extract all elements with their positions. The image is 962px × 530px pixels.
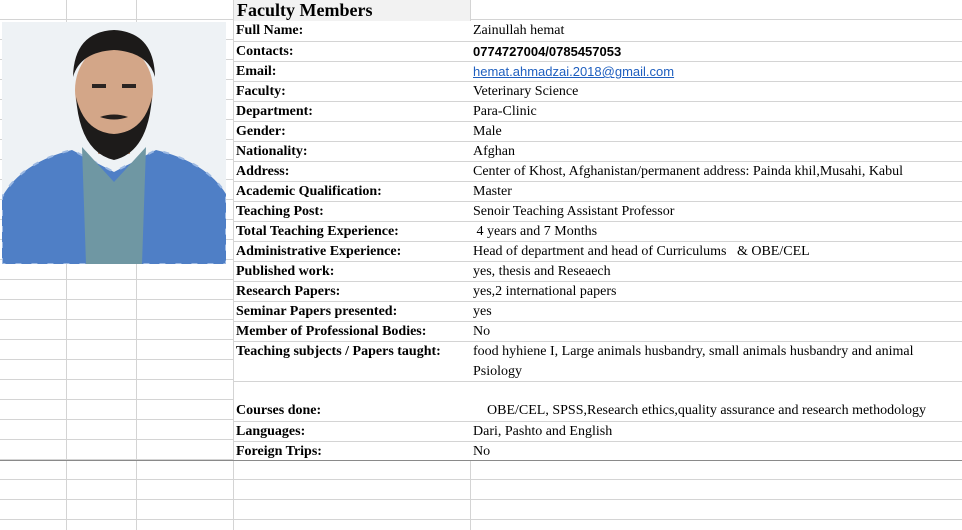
table-row-email[interactable] [234,62,962,82]
table-row-administrative-experience[interactable] [234,242,962,262]
row-label: Languages: [236,424,306,439]
table-row-contacts[interactable] [234,42,962,62]
row-label: Seminar Papers presented: [236,304,398,319]
table-row-courses-done[interactable] [234,382,962,422]
row-label: Teaching Post: [236,204,324,219]
row-value: Afghan [473,144,515,159]
row-value: Center of Khost, Afghanistan/permanent address: Painda khil,Musahi, Kabul [473,164,904,179]
row-value: Senoir Teaching Assistant Professor [473,204,675,219]
table-row-faculty[interactable] [234,82,962,102]
row-label: Published work: [236,264,335,279]
row-value: Male [473,124,502,139]
row-label: Foreign Trips: [236,444,322,459]
row-value: Dari, Pashto and English [473,424,613,439]
table-bottom-border [0,460,962,461]
row-label: Address: [236,164,290,179]
row-value: No [473,444,491,459]
faculty-photo [2,22,226,264]
table-row-teaching-experience[interactable] [234,222,962,242]
table-row-full-name[interactable] [234,21,962,42]
row-value: yes [473,304,492,319]
table-row-seminar-papers[interactable] [234,302,962,322]
row-label: Department: [236,104,313,119]
table-row-department[interactable] [234,102,962,122]
row-label: Research Papers: [236,284,341,299]
row-value: Para-Clinic [473,104,537,119]
email-link[interactable]: hemat.ahmadzai.2018@gmail.com [473,64,675,79]
table-row-research-papers[interactable] [234,282,962,302]
table-row-gender[interactable] [234,122,962,142]
table-row-professional-bodies[interactable] [234,322,962,342]
row-label: Member of Professional Bodies: [236,324,427,339]
section-title: Faculty Members [234,0,470,21]
row-label: Gender: [236,124,286,139]
row-label: Faculty: [236,84,286,99]
row-value: Veterinary Science [473,84,579,99]
table-row-teaching-subjects[interactable] [234,342,962,382]
table-row-foreign-trips[interactable] [234,442,962,461]
row-label: Administrative Experience: [236,244,402,259]
row-label: Full Name: [236,23,304,38]
table-row-published-work[interactable] [234,262,962,282]
table-row-languages[interactable] [234,422,962,442]
row-value: 4 years and 7 Months [473,224,598,239]
row-value: Zainullah hemat [473,23,565,38]
row-label: Total Teaching Experience: [236,224,399,239]
row-value: food hyhiene I, Large animals husbandry, small animals husbandry and animal Psiology [473,344,914,379]
row-label: Nationality: [236,144,308,159]
row-value: Master [473,184,512,199]
table-row-address[interactable] [234,162,962,182]
table-row-teaching-post[interactable] [234,202,962,222]
row-value: OBE/CEL, SPSS,Research ethics,quality assurance and research methodology [473,403,926,418]
portrait-photo-icon [2,22,226,264]
row-value: Head of department and head of Curriculums & OBE/CEL [473,244,810,259]
table-row-academic-qualification[interactable] [234,182,962,202]
row-value: 0774727004/0785457053 [473,44,622,59]
row-label: Teaching subjects / Papers taught: [236,344,441,359]
table-row-nationality[interactable] [234,142,962,162]
row-label: Email: [236,64,277,79]
row-label: Academic Qualification: [236,184,382,199]
row-value: No [473,324,491,339]
row-value: yes,2 international papers [473,284,617,299]
row-value: yes, thesis and Reseaech [473,264,611,279]
row-label: Courses done: [236,403,322,418]
row-label: Contacts: [236,44,294,59]
